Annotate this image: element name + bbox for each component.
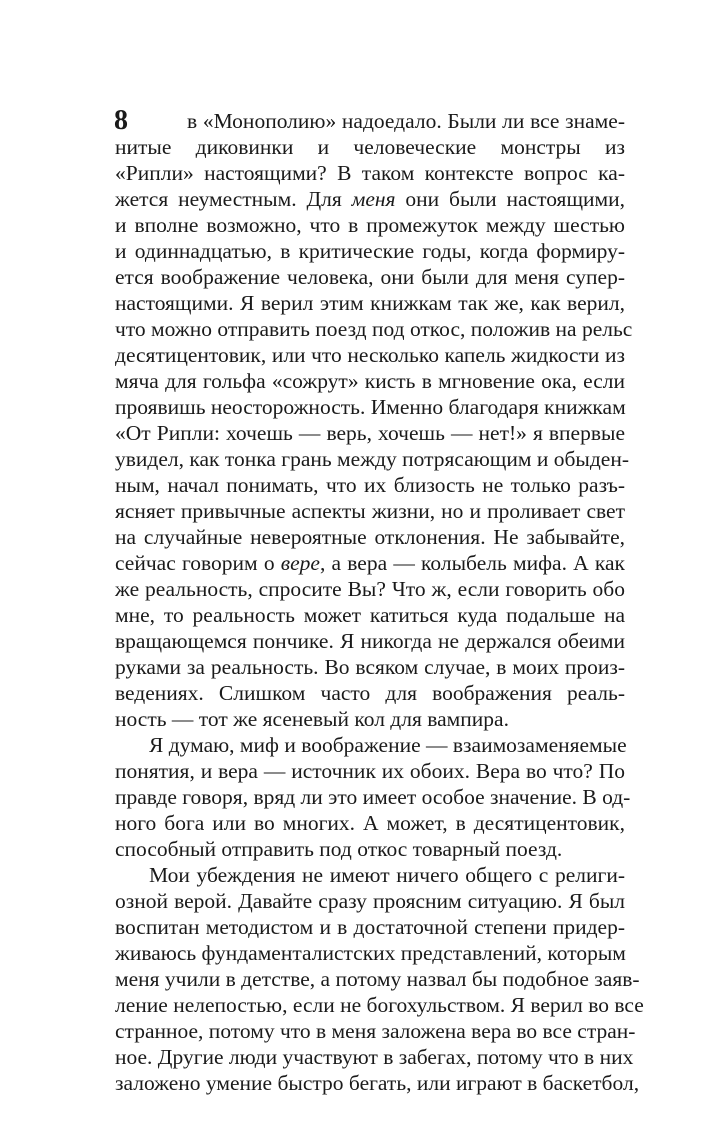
text-line: вращающемся пончике. Я никогда не держался обеими	[115, 629, 625, 653]
text-line: ясняет привычные аспекты жизни, но и проливает свет	[115, 499, 625, 523]
text-line: живаюсь фундаменталистских представлений, которым	[115, 941, 626, 965]
text-line: увидел, как тонка грань между потрясающим и обыден-	[115, 447, 630, 471]
text-line: меня учили в детстве, а потому назвал бы подобное заяв-	[115, 967, 640, 991]
text-line: воспитан методистом и в достаточной степени придер-	[115, 915, 625, 939]
italic-word: меня	[351, 187, 396, 211]
text-line: и вполне возможно, что в промежуток между шестью	[115, 213, 625, 237]
body-text	[115, 108, 644, 1096]
text-line: ление нелепостью, если не богохульством. Я верил во все	[115, 993, 644, 1017]
text-line: десятицентовик, или что несколько капель жидкости из	[115, 343, 625, 367]
text-line: мне, то реальность может катиться куда подальше на	[115, 603, 625, 627]
text-line: ным, начал понимать, что их близость не только разъ-	[115, 473, 625, 497]
text-line: на случайные невероятные отклонения. Не забывайте,	[115, 525, 625, 549]
text-line: проявишь неосторожность. Именно благодаря книжкам	[115, 395, 626, 419]
text-line: и одиннадцатью, в критические годы, когда формиру-	[115, 239, 625, 263]
text-line: нитые диковинки и человеческие монстры из	[115, 135, 625, 159]
text-line: правде говоря, вряд ли это имеет особое значение. В од-	[115, 785, 631, 809]
text-line: что можно отправить поезд под откос, положив на рельс	[115, 317, 633, 341]
text-line: ное. Другие люди участвуют в забегах, потому что в них	[115, 1045, 634, 1069]
text-segment: они были настоящими,	[395, 187, 625, 211]
text-line: же реальность, спросите Вы? Что ж, если говорить обо	[115, 577, 625, 601]
text-line: «Рипли» настоящими? В таком контексте вопрос ка-	[115, 161, 625, 185]
text-line: в «Монополию» надоедало. Были ли все знаме-	[187, 109, 625, 133]
text-segment: сейчас говорим о	[115, 551, 281, 575]
text-line: странное, потому что в меня заложена вера во все стран-	[115, 1019, 636, 1043]
text-line: «От Рипли: хочешь — верь, хочешь — нет!» я впервые	[115, 421, 625, 445]
text-segment: жется неуместным. Для	[115, 187, 352, 211]
text-line: руками за реальность. Во всяком случае, в моих произ-	[115, 655, 625, 679]
text-line: понятия, и вера — источник их обоих. Вера во что? По	[115, 759, 625, 783]
text-line: Мои убеждения не имеют ничего общего с религи-	[149, 863, 625, 887]
text-line: ведениях. Слишком часто для воображения реаль-	[115, 681, 625, 705]
text-line: настоящими. Я верил этим книжкам так же, как верил,	[115, 291, 625, 315]
text-line: ного бога или во многих. А может, в десятицентовик,	[115, 811, 625, 835]
text-line: озной верой. Давайте сразу проясним ситуацию. Я был	[115, 889, 625, 913]
text-line: ется воображение человека, они были для меня супер-	[115, 265, 625, 289]
text-line: заложено умение быстро бегать, или играют в баскетбол,	[115, 1071, 640, 1095]
text-line: ность — тот же ясеневый кол для вампира.	[115, 707, 509, 731]
text-line	[115, 186, 625, 212]
text-line	[115, 550, 625, 576]
text-line: Я думаю, миф и воображение — взаимозаменяемые	[149, 733, 627, 757]
page-number: 8	[114, 105, 128, 136]
italic-word: вере	[280, 551, 320, 575]
text-segment: , а вера — колыбель мифа. А как	[319, 551, 625, 575]
text-line: способный отправить под откос товарный поезд.	[115, 837, 563, 861]
text-line: мяча для гольфа «сожрут» кисть в мгновение ока, если	[115, 369, 625, 393]
